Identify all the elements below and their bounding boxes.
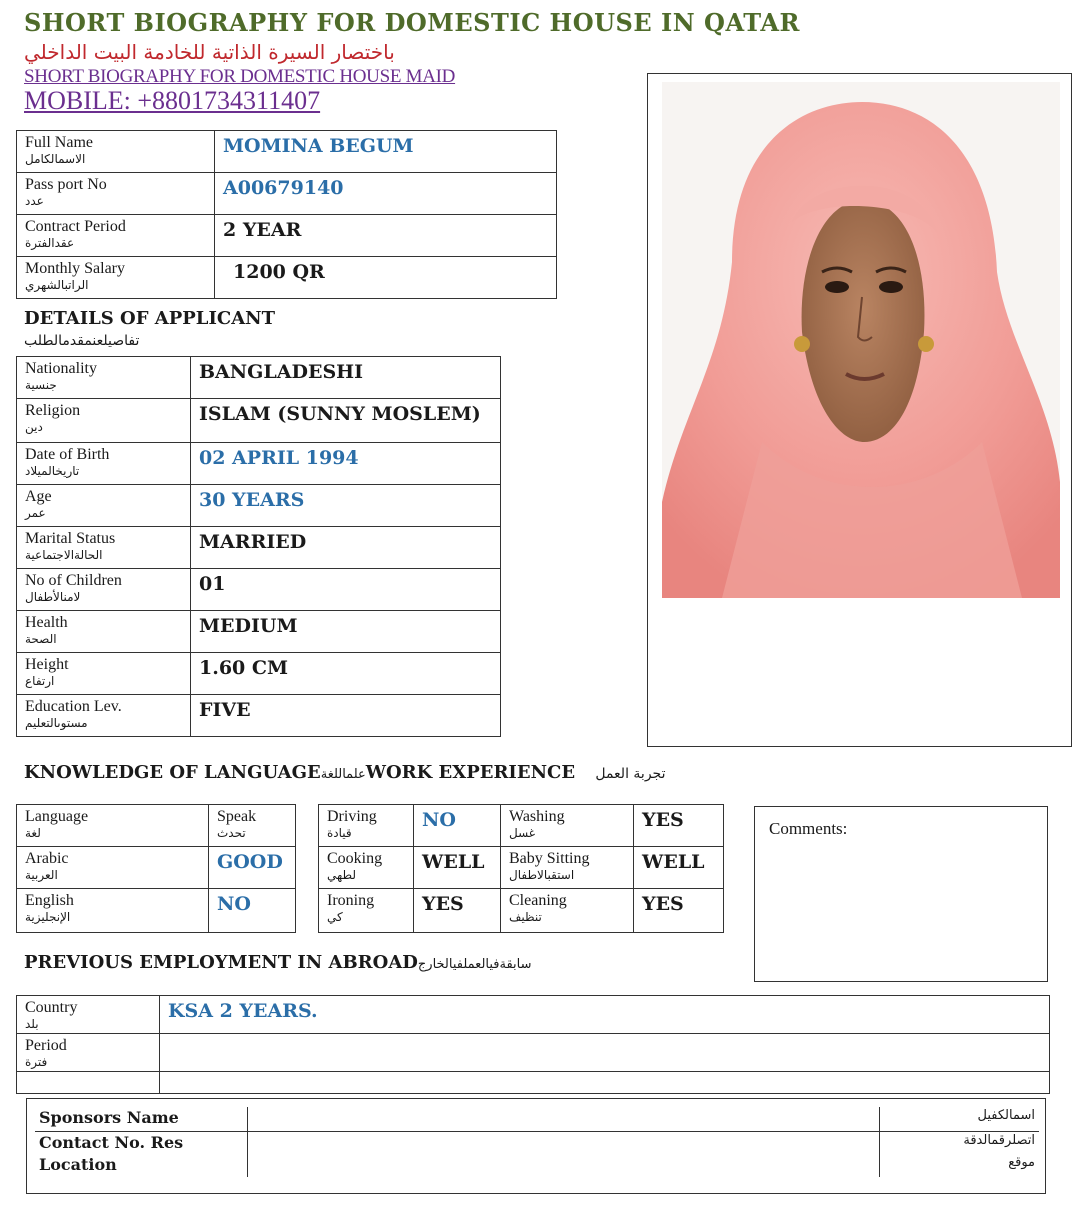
work-label: Driving [327,808,377,825]
field-label-ar: عدد [25,194,44,208]
previous-label-ar: فترة [25,1055,48,1069]
height-value: 1.60 CM [191,653,501,695]
previous-title-en: PREVIOUS EMPLOYMENT IN ABROAD [24,952,418,973]
washing-value: YES [634,805,724,847]
page-title: SHORT BIOGRAPHY FOR DOMESTIC HOUSE IN QATAR [24,8,800,37]
language-label: English [25,892,74,909]
detail-label-ar: عمر [25,506,46,520]
detail-label-ar: الحالةالاجتماعية [25,548,103,562]
table-row [17,569,501,611]
field-label-ar: الراتبالشهري [25,278,89,292]
table-row [17,847,296,889]
table-row [17,485,501,527]
field-label: Monthly Salary [25,260,125,277]
work-label-ar: استقبالاطفال [509,868,575,882]
field-label-ar: الاسمالكامل [25,152,86,166]
location-label: Location [35,1154,247,1177]
work-label: Cleaning [509,892,567,909]
table-row [17,357,501,399]
comments-box [754,806,1048,982]
religion-value: ISLAM (SUNNY MOSLEM) [191,399,501,443]
detail-label: Health [25,614,68,631]
field-label: Contract Period [25,218,126,235]
table-row [319,889,724,933]
language-label-ar: العربية [25,868,58,882]
comments-label: Comments: [769,819,848,838]
photo-frame [647,73,1072,747]
work-title-ar: تجربة العمل [595,766,666,782]
children-value: 01 [191,569,501,611]
sponsor-name-field[interactable] [247,1107,879,1131]
arabic-title: باختصار السيرة الذاتية للخادمة البيت الداخلي [24,40,395,64]
detail-label-ar: ارتفاع [25,674,55,688]
salary-value: 1200 QR [215,257,557,299]
driving-value: NO [414,805,501,847]
table-row [35,1131,1039,1154]
table-row [17,1072,1050,1094]
contact-ar: اتصلرقمالدقة [879,1131,1039,1154]
work-label: Cooking [327,850,383,867]
table-row [17,257,557,299]
location-field[interactable] [247,1154,879,1177]
table-row [17,805,296,847]
previous-label-ar: بلد [25,1017,39,1031]
work-title-en: WORK EXPERIENCE [365,762,576,783]
detail-label: Education Lev. [25,698,122,715]
details-title: DETAILS OF APPLICANT [24,308,276,329]
contact-field[interactable] [247,1131,879,1154]
empty-cell [160,1072,1050,1094]
education-value: FIVE [191,695,501,737]
full-name-value: MOMINA BEGUM [215,131,557,173]
work-label: Baby Sitting [509,850,590,867]
detail-label: Religion [25,402,81,419]
top-fields-table [16,130,557,299]
contract-value: 2 YEAR [215,215,557,257]
work-table [318,804,724,933]
detail-label: Date of Birth [25,446,110,463]
table-row [17,889,296,933]
detail-label-ar: الصحة [25,632,57,646]
detail-label: Age [25,488,52,505]
dob-value: 02 APRIL 1994 [191,443,501,485]
table-row [35,1107,1039,1131]
ironing-value: YES [414,889,501,933]
detail-label-ar: لامنالأطفال [25,590,81,604]
knowledge-title-en: KNOWLEDGE OF LANGUAGE [24,762,321,783]
location-ar: موقع [879,1154,1039,1177]
sponsor-table [35,1107,1039,1177]
contact-label: Contact No. Res [35,1131,247,1154]
arabic-speak-value: GOOD [209,847,296,889]
sponsor-box [26,1098,1046,1194]
applicant-photo [662,82,1060,598]
language-header: Language [25,808,89,825]
detail-label: Marital Status [25,530,116,547]
detail-label: Nationality [25,360,97,377]
field-label: Pass port No [25,176,107,193]
detail-label-ar: مستوىالتعليم [25,716,88,730]
work-label: Washing [509,808,565,825]
table-row [17,215,557,257]
table-row [35,1154,1039,1177]
previous-label: Country [25,999,78,1016]
table-row [17,173,557,215]
health-value: MEDIUM [191,611,501,653]
knowledge-title [24,762,665,783]
detail-label-ar: دين [25,420,43,434]
speak-header-ar: تحدث [217,826,246,840]
previous-employment-table [16,995,1050,1094]
previous-employment-title [24,952,532,973]
work-label-ar: قيادة [327,826,352,840]
field-label-ar: عقدالفترة [25,236,75,250]
english-speak-value: NO [209,889,296,933]
work-label-ar: غسل [509,826,536,840]
baby-sitting-value: WELL [634,847,724,889]
language-label: Arabic [25,850,69,867]
detail-label: No of Children [25,572,122,589]
details-table [16,356,501,737]
detail-label-ar: تاريخالميلاد [25,464,80,478]
work-label-ar: كي [327,910,343,924]
sponsor-name-ar: اسمالكفيل [879,1107,1039,1131]
empty-cell [17,1072,160,1094]
table-row [17,695,501,737]
knowledge-title-ar: علماللغة [320,767,366,782]
table-row [17,527,501,569]
period-value [160,1034,1050,1072]
table-row [17,443,501,485]
previous-label: Period [25,1037,67,1054]
table-row [17,996,1050,1034]
table-row [17,611,501,653]
cleaning-value: YES [634,889,724,933]
subtitle: SHORT BIOGRAPHY FOR DOMESTIC HOUSE MAID [24,66,456,87]
passport-value: A00679140 [215,173,557,215]
cooking-value: WELL [414,847,501,889]
detail-label-ar: جنسية [25,378,57,392]
field-label: Full Name [25,134,93,151]
table-row [17,131,557,173]
language-label-ar: الإنجليزية [25,910,71,924]
table-row [17,653,501,695]
nationality-value: BANGLADESHI [191,357,501,399]
language-table [16,804,296,933]
table-row [319,805,724,847]
table-row [319,847,724,889]
details-title-ar: تفاصيلعنمقدمالطلب [24,333,140,349]
table-row [17,1034,1050,1072]
mobile-number: MOBILE: +8801734311407 [24,86,321,115]
sponsor-name-label: Sponsors Name [35,1107,247,1131]
table-row [17,399,501,443]
language-header-ar: لغة [25,826,41,840]
marital-value: MARRIED [191,527,501,569]
speak-header: Speak [217,808,257,825]
country-value: KSA 2 YEARS. [160,996,1050,1034]
work-label-ar: لطهي [327,868,357,882]
previous-title-ar: سابقةفيالعملفيالخارج [417,957,532,972]
detail-label: Height [25,656,69,673]
work-label-ar: تنظيف [509,910,542,924]
age-value: 30 YEARS [191,485,501,527]
work-label: Ironing [327,892,375,909]
